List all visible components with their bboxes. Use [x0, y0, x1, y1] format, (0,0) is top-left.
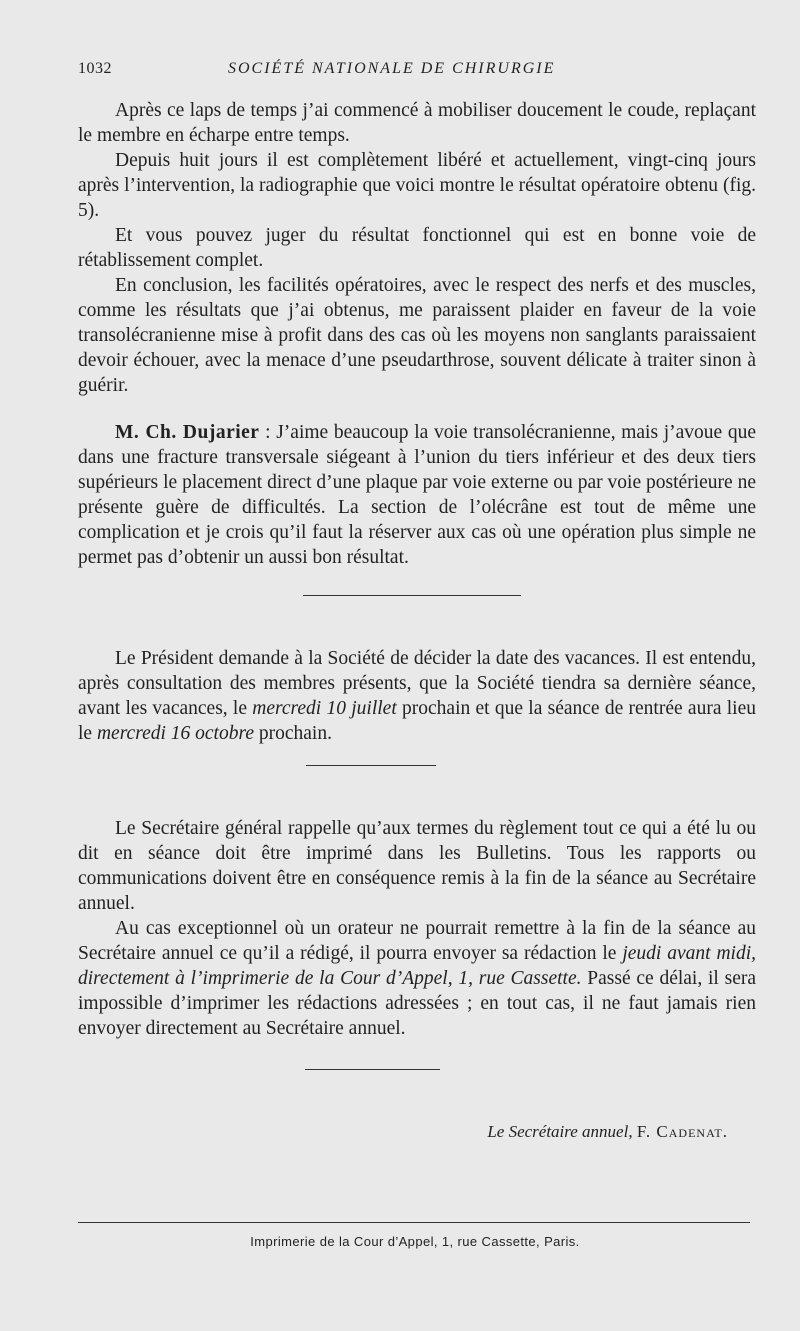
- signature-role: Le Secrétaire annuel: [487, 1122, 629, 1141]
- article-conclusion: [78, 98, 756, 1070]
- page-number: 1032: [78, 60, 112, 77]
- section-divider-2: [306, 765, 436, 766]
- speaker-name: M. Ch. Dujarier: [115, 422, 260, 443]
- signature-line: Le Secrétaire annuel, F. Cadenat.: [487, 1122, 728, 1141]
- page-header: [78, 58, 756, 84]
- running-title: SOCIÉTÉ NATIONALE DE CHIRURGIE: [228, 60, 556, 77]
- printer-imprint: Imprimerie de la Cour d’Appel, 1, rue Cassette, Paris.: [250, 1234, 580, 1249]
- signature-name: F. Cadenat.: [636, 1122, 728, 1141]
- section-divider-3: [305, 1069, 440, 1070]
- discussion-text: : J’aime beaucoup la voie transolécranienne, mais j’avoue que dans une fracture transversale siégeant à l’union du tiers inférieur et des deux tiers supérieurs le placement direct d’une plaque par voie externe ou par voie postérieure ne présente guère de difficultés. La section de l’olécrâne est tout de même une complication et je crois qu’il faut la réserver aux cas où une opération plus simple ne permet pas d’obtenir un aussi bon résultat.: [78, 422, 756, 568]
- president-announcement: [78, 646, 756, 746]
- section-divider-1: [303, 595, 521, 596]
- discussion-section: [78, 420, 756, 570]
- secretary-text-2: Passé ce délai, il sera impossible d’imprimer les rédactions adressées ; en tout cas, il ne faut jamais rien envoyer directement au Secrétaire annuel.: [78, 968, 757, 1039]
- last-session-date: mercredi 10 juillet: [252, 698, 397, 719]
- paragraph-3: Et vous pouvez juger du résultat fonctionnel qui est en bonne voie de rétablissement complet.: [78, 225, 756, 271]
- secretary-paragraph-1: Le Secrétaire général rappelle qu’aux termes du règlement tout ce qui a été lu ou dit en séance doit être imprimé dans les Bulletins. Tous les rapports ou communications doivent être en conséquence remis à la fin de la séance au Secrétaire annuel.: [78, 818, 756, 914]
- paragraph-1: Après ce laps de temps j’ai commencé à mobiliser doucement le coude, replaçant le membre en écharpe entre temps.: [78, 100, 756, 146]
- printer-address-italic: jeudi avant midi, directement à l’imprimerie de la Cour d’Appel, 1, rue Cassette.: [78, 943, 756, 989]
- president-text-3: prochain.: [254, 723, 332, 744]
- paragraph-2: Depuis huit jours il est complètement libéré et actuellement, vingt-cinq jours après l’intervention, la radiographie que voici montre le résultat opératoire obtenu (fig. 5).: [78, 150, 756, 221]
- secretary-notice: [78, 816, 756, 1041]
- discussion-paragraph: [78, 420, 756, 570]
- paragraph-4: En conclusion, les facilités opératoires, avec le respect des nerfs et des muscles, comme les résultats que j’ai obtenus, me paraissent plaider en faveur de la voie transolécranienne mise à profit dans des cas où les moyens non sanglants paraissaient devoir échouer, avec la menace d’une pseudarthrose, souvent délicate à traiter sinon à guérir.: [78, 275, 756, 396]
- secretary-paragraph-2: [78, 916, 756, 1041]
- secretary-text-1: Au cas exceptionnel où un orateur ne pourrait remettre à la fin de la séance au Secrétaire annuel ce qu’il a rédigé, il pourra envoyer sa rédaction le: [78, 918, 756, 964]
- footer-rule: [78, 1222, 750, 1223]
- president-paragraph: [78, 646, 756, 746]
- return-session-date: mercredi 16 octobre: [96, 723, 254, 744]
- president-text-2: prochain et que la séance de rentrée aura lieu le: [78, 698, 756, 744]
- president-text-1: Le Président demande à la Société de décider la date des vacances. Il est entendu, après consultation des membres présents, que la Société tiendra sa dernière séance, avant les vacances, le: [78, 648, 756, 719]
